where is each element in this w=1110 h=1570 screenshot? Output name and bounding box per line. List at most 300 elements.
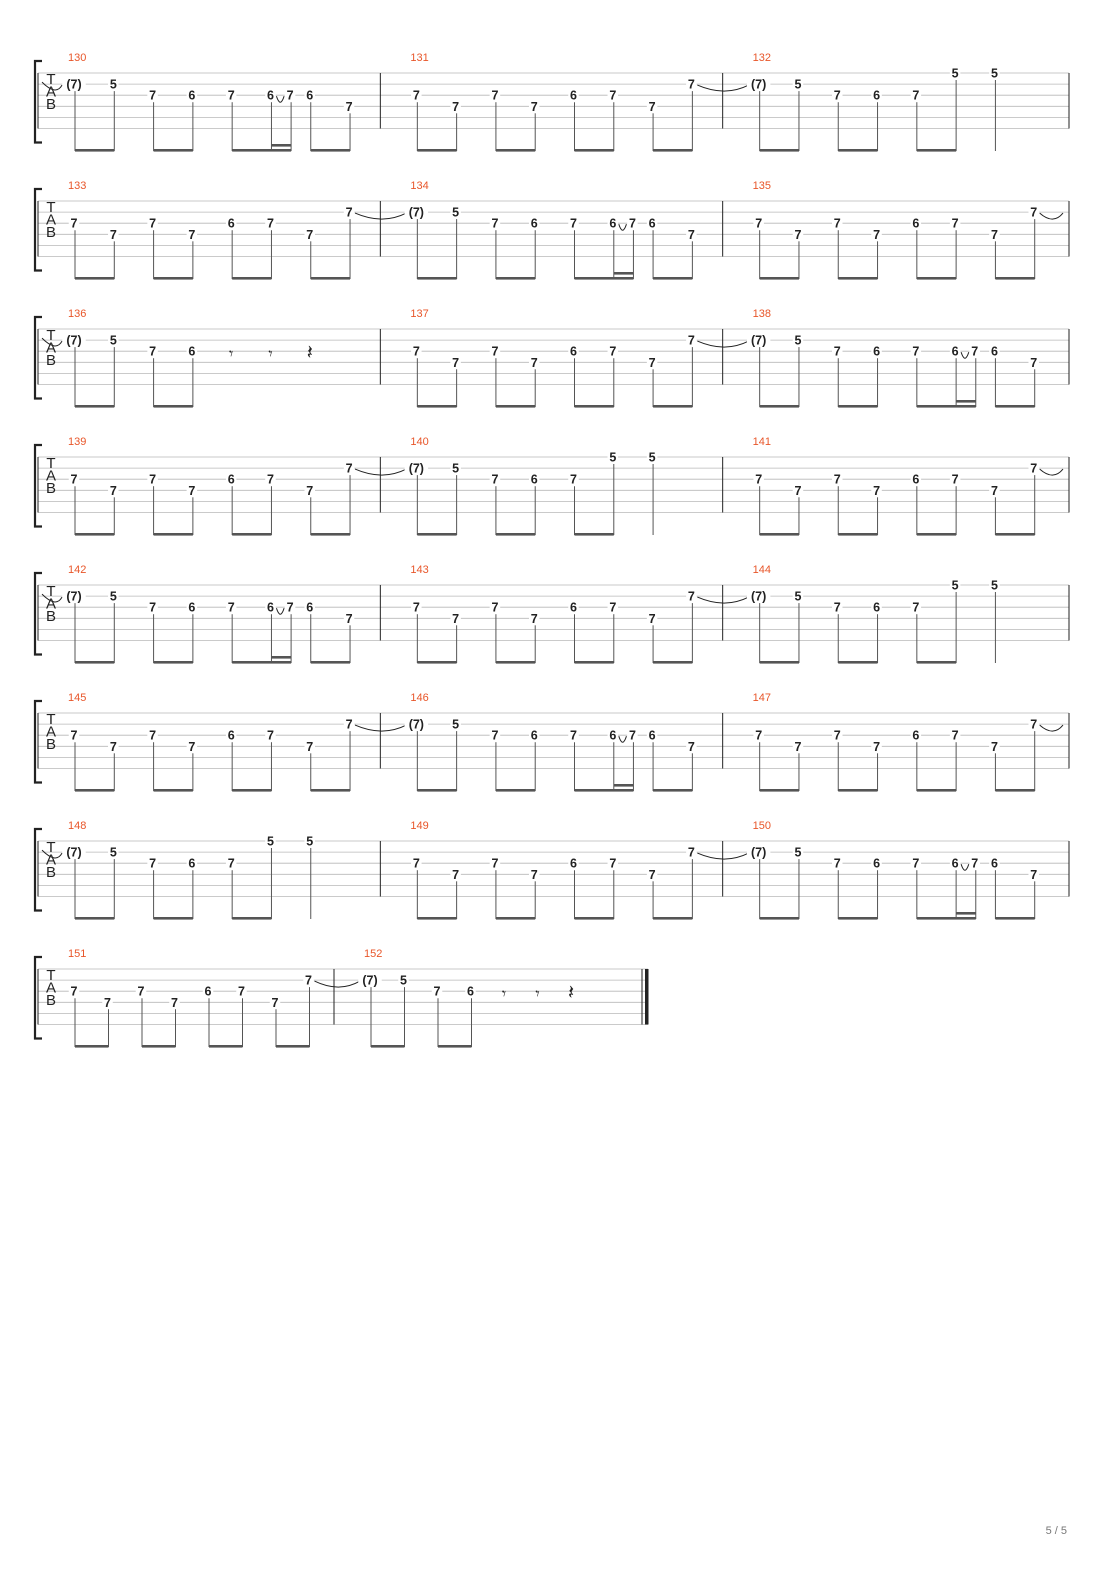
note-beam [232, 661, 291, 664]
note-beam-secondary [614, 272, 634, 275]
note-beam [760, 149, 799, 152]
fret-number: 6 [467, 984, 474, 999]
tab-clef-letter: B [45, 992, 57, 1009]
fret-number: 7 [227, 600, 235, 615]
note-beam [838, 277, 877, 280]
fret-number: 7 [873, 739, 881, 754]
fret-number: 6 [570, 600, 577, 615]
tie-arc [619, 224, 627, 230]
tab-clef-letter: B [45, 736, 57, 753]
measure-number: 136 [68, 308, 87, 320]
fret-number: 7 [149, 728, 157, 743]
fret-number: 7 [530, 611, 538, 626]
fret-number: 7 [188, 227, 196, 242]
fret-number: 7 [227, 856, 235, 871]
fret-number: 7 [345, 717, 353, 732]
fret-number: 6 [990, 344, 998, 359]
note-beam [417, 533, 456, 536]
tie-arc [276, 96, 284, 102]
fret-number: 7 [412, 600, 420, 615]
fret-number: 7 [286, 600, 294, 615]
fret-number: 6 [648, 728, 656, 743]
fret-number: 7 [755, 728, 763, 743]
fret-number: 7 [345, 611, 353, 626]
eighth-rest: 𝄾 [229, 344, 234, 363]
fret-number: 7 [794, 483, 802, 498]
fret-number: 7 [1030, 717, 1038, 732]
note-beam [209, 1045, 243, 1048]
fret-number: 7 [990, 739, 998, 754]
tie-arc [276, 608, 284, 614]
fret-number: 6 [530, 472, 538, 487]
note-beam [760, 277, 799, 280]
fret-number: 7 [971, 344, 979, 359]
fret-number: 7 [951, 216, 959, 231]
note-beam [311, 661, 350, 664]
note-beam [154, 149, 193, 152]
fret-number: 7 [238, 984, 245, 999]
fret-number: 5 [990, 66, 998, 81]
fret-number: 7 [794, 739, 802, 754]
fret-number: 7 [188, 739, 196, 754]
quarter-rest: 𝄽 [567, 980, 575, 1004]
fret-number: 7 [491, 472, 499, 487]
tab-clef-letter: A [45, 851, 57, 869]
fret-number: 7 [609, 344, 617, 359]
eighth-rest: 𝄾 [268, 344, 273, 363]
fret-number: 6 [188, 600, 196, 615]
fret-number: 7 [452, 611, 460, 626]
fret-number: 5 [990, 578, 998, 593]
tie-arc [961, 352, 969, 358]
note-beam [575, 277, 634, 280]
fret-number: 6 [530, 728, 538, 743]
tie-arc [1040, 725, 1063, 731]
note-beam [232, 789, 271, 792]
fret-number: 7 [286, 88, 294, 103]
fret-number: 7 [530, 867, 538, 882]
fret-number: 6 [570, 856, 577, 871]
fret-number: 6 [188, 856, 196, 871]
fret-number: 7 [171, 995, 178, 1010]
fret-number: 7 [570, 472, 577, 487]
fret-number: 7 [227, 88, 235, 103]
tab-clef-letter: B [45, 224, 57, 241]
fret-number: 7 [833, 600, 841, 615]
note-beam [417, 149, 456, 152]
fret-number: 7 [149, 344, 157, 359]
fret-number: 5 [794, 845, 802, 860]
fret-number: 5 [452, 461, 460, 476]
note-beam [371, 1045, 405, 1048]
final-bar-thick [645, 969, 649, 1025]
note-beam [75, 405, 114, 408]
measure-number: 148 [68, 820, 87, 832]
tab-clef-letter: A [45, 83, 57, 101]
tab-clef-letter: A [45, 467, 57, 485]
note-beam [75, 149, 114, 152]
note-beam [75, 1045, 109, 1048]
tab-system [35, 180, 1069, 280]
fret-number: 5 [794, 589, 802, 604]
fret-number: 6 [873, 600, 881, 615]
fret-number: 6 [530, 216, 538, 231]
tie-arc [961, 864, 969, 870]
note-beam-secondary [271, 656, 291, 659]
fret-number: 7 [109, 739, 117, 754]
fret-number: 7 [109, 483, 117, 498]
fret-number: 5 [306, 834, 314, 849]
fret-number: 6 [912, 472, 920, 487]
page-number: 5 / 5 [1045, 1525, 1067, 1537]
fret-number: 7 [1030, 355, 1038, 370]
fret-number: 5 [109, 845, 117, 860]
fret-number: 7 [70, 472, 78, 487]
eighth-rest: 𝄾 [501, 984, 507, 1003]
fret-number: 7 [491, 600, 499, 615]
fret-number: 7 [266, 728, 274, 743]
note-beam [917, 405, 976, 408]
fret-number: 5 [452, 205, 460, 220]
fret-number: 6 [609, 728, 617, 743]
note-beam [75, 789, 114, 792]
eighth-rest: 𝄾 [535, 984, 540, 1003]
fret-number: 7 [305, 973, 312, 988]
tab-clef-letter: A [45, 211, 57, 229]
fret-number: 7 [1030, 205, 1038, 220]
fret-number: 7 [345, 461, 353, 476]
note-beam [653, 149, 692, 152]
fret-number: 7 [345, 99, 353, 114]
fret-number: 7 [491, 344, 499, 359]
fret-number: 7 [266, 216, 274, 231]
measure-number: 131 [410, 52, 429, 64]
note-beam [417, 789, 456, 792]
note-beam [75, 277, 114, 280]
fret-number: 5 [648, 450, 656, 465]
tab-clef-letter: T [46, 711, 56, 728]
fret-number: 7 [687, 589, 695, 604]
fret-number: 7 [648, 99, 656, 114]
note-beam [311, 533, 350, 536]
measure-number: 138 [752, 308, 772, 320]
fret-number: 7 [412, 88, 420, 103]
fret-number: 6 [570, 344, 577, 359]
fret-number: 6 [951, 344, 959, 359]
note-beam [438, 1045, 472, 1048]
fret-number: 7 [306, 739, 314, 754]
fret-number: 7 [491, 856, 499, 871]
tab-clef-letter: B [45, 480, 57, 497]
note-beam [154, 789, 193, 792]
fret-number: (7) [751, 845, 767, 860]
fret-number: 6 [227, 472, 235, 487]
fret-number: 6 [990, 856, 998, 871]
fret-number: 7 [412, 856, 420, 871]
measure-number: 143 [410, 564, 429, 576]
fret-number: 7 [687, 739, 695, 754]
tab-clef-letter: B [45, 96, 57, 113]
note-beam [917, 533, 956, 536]
note-beam [575, 533, 614, 536]
fret-number: 7 [530, 355, 538, 370]
fret-number: 7 [687, 845, 695, 860]
fret-number: 7 [452, 99, 460, 114]
fret-number: 7 [433, 984, 441, 999]
note-beam [760, 405, 799, 408]
fret-number: 6 [204, 984, 212, 999]
fret-number: 5 [109, 589, 117, 604]
fret-number: 7 [306, 227, 314, 242]
measure-number: 151 [68, 948, 87, 960]
fret-number: 7 [109, 227, 117, 242]
tab-clef-letter: A [45, 595, 57, 613]
fret-number: 7 [137, 984, 145, 999]
measure-number: 134 [410, 180, 429, 192]
tie-arc [315, 981, 361, 987]
fret-number: (7) [66, 589, 82, 604]
fret-number: 7 [271, 995, 279, 1010]
note-beam [838, 917, 877, 920]
tab-clef-letter: T [46, 199, 56, 216]
fret-number: 7 [833, 472, 841, 487]
fret-number: 7 [794, 227, 802, 242]
measure-number: 141 [752, 436, 772, 448]
fret-number: 7 [345, 205, 353, 220]
fret-number: 5 [109, 77, 117, 92]
fret-number: (7) [751, 77, 767, 92]
fret-number: 7 [833, 216, 841, 231]
note-beam [496, 661, 535, 664]
measure-number: 152 [364, 948, 383, 960]
fret-number: 7 [452, 355, 460, 370]
note-beam [995, 917, 1034, 920]
note-beam [496, 149, 535, 152]
fret-number: 6 [188, 88, 196, 103]
measure-number: 146 [410, 692, 429, 704]
note-beam [154, 917, 193, 920]
fret-number: (7) [66, 845, 82, 860]
fret-number: 6 [188, 344, 196, 359]
measure-number: 135 [752, 180, 772, 192]
fret-number: 7 [833, 344, 841, 359]
fret-number: 7 [687, 333, 695, 348]
fret-number: 7 [149, 88, 157, 103]
fret-number: 7 [628, 216, 636, 231]
fret-number: 5 [109, 333, 117, 348]
note-beam [417, 917, 456, 920]
fret-number: 7 [149, 600, 157, 615]
fret-number: 7 [188, 483, 196, 498]
fret-number: 5 [794, 333, 802, 348]
fret-number: 7 [70, 216, 78, 231]
tab-clef-letter: B [45, 352, 57, 369]
tab-clef-letter: A [45, 723, 57, 741]
note-beam [496, 917, 535, 920]
note-beam [995, 789, 1034, 792]
fret-number: 7 [491, 728, 499, 743]
fret-number: 6 [873, 88, 881, 103]
measure-number: 150 [752, 820, 772, 832]
note-beam [760, 533, 799, 536]
fret-number: 7 [306, 483, 314, 498]
fret-number: 7 [609, 88, 617, 103]
note-beam [995, 533, 1034, 536]
fret-number: (7) [408, 717, 424, 732]
tie-arc [1040, 213, 1063, 219]
note-beam [496, 405, 535, 408]
fret-number: (7) [66, 77, 82, 92]
measure-number: 145 [68, 692, 87, 704]
fret-number: 5 [951, 578, 959, 593]
tab-system [35, 308, 1069, 408]
fret-number: 6 [951, 856, 959, 871]
fret-number: 6 [873, 856, 881, 871]
note-beam [276, 1045, 310, 1048]
tab-system [35, 948, 649, 1048]
tab-clef-letter: T [46, 327, 56, 344]
tab-system [35, 692, 1069, 792]
fret-number: 7 [648, 867, 656, 882]
fret-number: 7 [912, 88, 920, 103]
fret-number: 7 [755, 472, 763, 487]
tab-clef-letter: T [46, 71, 56, 88]
note-beam [838, 533, 877, 536]
fret-number: 7 [628, 728, 636, 743]
tab-clef-letter: T [46, 839, 56, 856]
measure-number: 132 [752, 52, 772, 64]
tab-clef-letter: T [46, 967, 56, 984]
note-beam [496, 789, 535, 792]
note-beam [496, 533, 535, 536]
measure-number: 142 [68, 564, 87, 576]
fret-number: 7 [70, 728, 78, 743]
fret-number: 7 [570, 216, 577, 231]
measure-number: 133 [68, 180, 87, 192]
note-beam [232, 277, 271, 280]
note-beam [760, 789, 799, 792]
tab-system [35, 52, 1069, 152]
note-beam [760, 917, 799, 920]
measure-number: 147 [752, 692, 772, 704]
note-beam [154, 277, 193, 280]
tab-clef-letter: B [45, 864, 57, 881]
tab-clef-letter: A [45, 979, 57, 997]
tab-clef-letter: T [46, 583, 56, 600]
fret-number: 6 [609, 216, 617, 231]
tab-system [35, 820, 1069, 920]
note-beam [838, 405, 877, 408]
fret-number: 7 [1030, 867, 1038, 882]
note-beam [311, 149, 350, 152]
note-beam [75, 917, 114, 920]
note-beam [311, 277, 350, 280]
note-beam [232, 149, 291, 152]
fret-number: 5 [400, 973, 407, 988]
fret-number: 6 [306, 88, 314, 103]
fret-number: 7 [833, 728, 841, 743]
note-beam [653, 277, 692, 280]
fret-number: 5 [452, 717, 460, 732]
tie-arc [619, 736, 627, 742]
fret-number: 7 [951, 728, 959, 743]
fret-number: (7) [408, 461, 424, 476]
note-beam [838, 661, 877, 664]
note-beam [653, 661, 692, 664]
fret-number: 6 [266, 88, 274, 103]
note-beam-secondary [271, 144, 291, 147]
tie-arc [1040, 469, 1063, 475]
fret-number: 6 [266, 600, 274, 615]
note-beam [311, 789, 350, 792]
fret-number: 7 [951, 472, 959, 487]
note-beam [995, 277, 1034, 280]
note-beam [232, 917, 271, 920]
note-beam [417, 661, 456, 664]
fret-number: 7 [833, 88, 841, 103]
fret-number: 7 [648, 611, 656, 626]
fret-number: (7) [408, 205, 424, 220]
note-beam [75, 533, 114, 536]
note-beam [838, 149, 877, 152]
measure-number: 144 [752, 564, 772, 576]
fret-number: 7 [104, 995, 111, 1010]
fret-number: 5 [266, 834, 274, 849]
fret-number: 7 [912, 600, 920, 615]
note-beam [917, 917, 976, 920]
fret-number: 5 [794, 77, 802, 92]
measure-number: 140 [410, 436, 429, 448]
measure-number: 137 [410, 308, 429, 320]
measure-number: 130 [68, 52, 87, 64]
fret-number: 6 [227, 728, 235, 743]
fret-number: 6 [912, 728, 920, 743]
fret-number: 7 [873, 227, 881, 242]
note-beam [653, 405, 692, 408]
note-beam [760, 661, 799, 664]
note-beam [575, 405, 614, 408]
note-beam [995, 405, 1034, 408]
tab-system [35, 564, 1069, 664]
fret-number: 6 [570, 88, 577, 103]
note-beam-secondary [956, 912, 976, 915]
fret-number: 7 [833, 856, 841, 871]
note-beam [496, 277, 535, 280]
fret-number: 7 [491, 88, 499, 103]
note-beam [917, 789, 956, 792]
note-beam [575, 917, 614, 920]
fret-number: 7 [687, 77, 695, 92]
fret-number: 6 [227, 216, 235, 231]
fret-number: 7 [149, 856, 157, 871]
fret-number: (7) [751, 589, 767, 604]
fret-number: 7 [149, 216, 157, 231]
fret-number: 7 [452, 867, 460, 882]
fret-number: (7) [66, 333, 82, 348]
fret-number: 5 [609, 450, 617, 465]
note-beam [653, 917, 692, 920]
note-beam [917, 149, 956, 152]
fret-number: 7 [1030, 461, 1038, 476]
note-beam-secondary [614, 784, 634, 787]
note-beam [653, 789, 692, 792]
note-beam [575, 661, 614, 664]
fret-number: 7 [530, 99, 538, 114]
fret-number: 7 [755, 216, 763, 231]
fret-number: 7 [266, 472, 274, 487]
fret-number: 6 [648, 216, 656, 231]
measure-number: 139 [68, 436, 87, 448]
